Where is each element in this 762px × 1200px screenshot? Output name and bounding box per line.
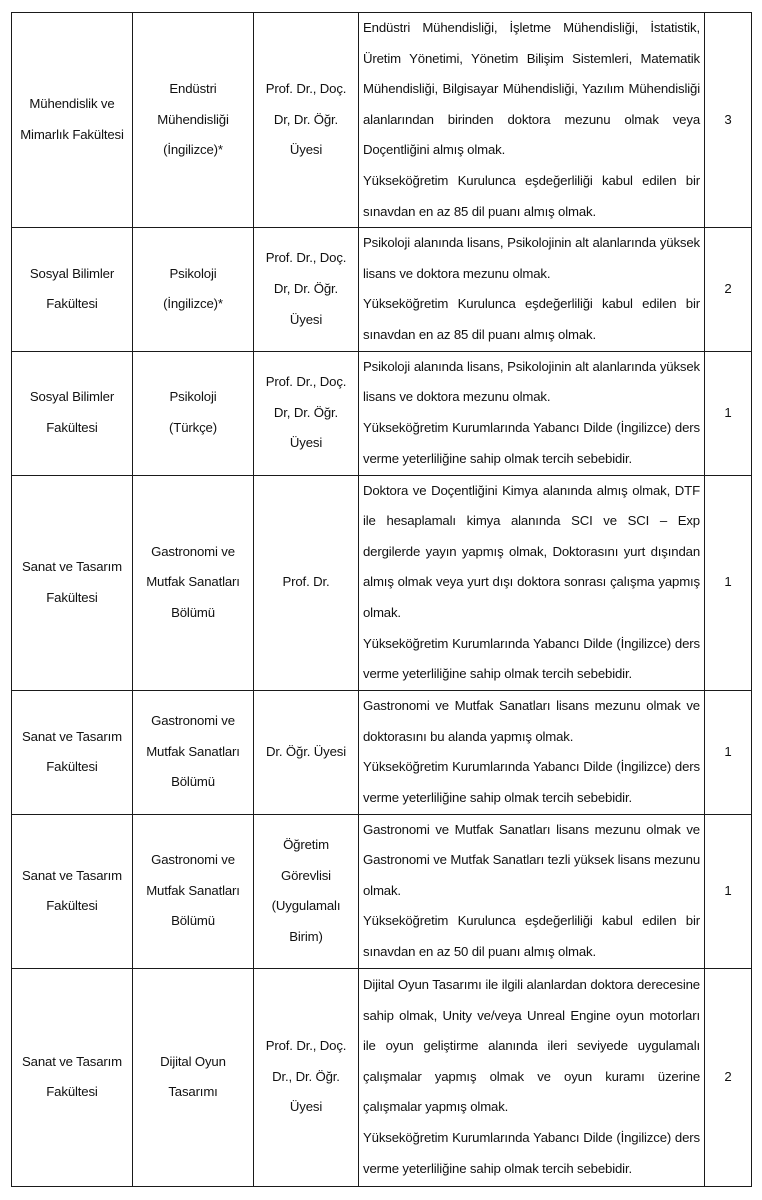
faculty-cell <box>12 351 133 475</box>
requirement-text: Gastronomi ve Mutfak Sanatları lisans mezunu olmak ve doktorasını bu alanda yapmış olmak. <box>363 698 700 744</box>
faculty-line: Sanat ve Tasarım <box>22 728 122 744</box>
requirement-text: Yükseköğretim Kurumlarında Yabancı Dilde (İngilizce) ders verme yeterliliğine sahip olmak tercih sebebidir. <box>363 1130 700 1176</box>
requirement-text: Psikoloji alanında lisans, Psikolojinin alt alanlarında yüksek lisans ve doktora mezunu olmak. <box>363 235 700 281</box>
department-line: Tasarımı <box>168 1084 218 1100</box>
requirements-cell <box>359 475 705 690</box>
title-line: Prof. Dr., Doç. <box>265 81 347 97</box>
table-row <box>12 814 752 968</box>
table-row <box>12 228 752 351</box>
department-line: Bölümü <box>171 774 215 790</box>
department-line: Endüstri <box>169 81 217 97</box>
department-line: (Türkçe) <box>169 420 217 436</box>
department-line: Mutfak Sanatları <box>146 743 240 759</box>
title-line: Dr., Dr. Öğr. <box>272 1068 340 1084</box>
requirement-text: Dijital Oyun Tasarımı ile ilgili alanlardan doktora derecesine sahip olmak, Unity ve/veya Unreal Engine oyun motorları ile oyun geliştirme alanında ileri seviyede uygulamalı çalışmalar yapmış olmak ve oyun kuramı üzerine çalışmalar yapmış olmak. <box>363 977 700 1115</box>
table-row <box>12 475 752 690</box>
faculty-cell <box>12 13 133 228</box>
requirements-cell <box>359 968 705 1186</box>
department-cell <box>133 475 254 690</box>
department-line: Bölümü <box>171 604 215 620</box>
requirement-text: Gastronomi ve Mutfak Sanatları lisans mezunu olmak ve Gastronomi ve Mutfak Sanatları tezli yüksek lisans mezunu olmak. <box>363 821 700 898</box>
title-line: Üyesi <box>289 142 323 158</box>
faculty-cell <box>12 228 133 351</box>
faculty-cell <box>12 968 133 1186</box>
title-line: Prof. Dr., Doç. <box>265 374 347 390</box>
title-cell <box>254 13 359 228</box>
faculty-line: Fakültesi <box>46 759 98 775</box>
title-line: Üyesi <box>289 311 323 327</box>
department-line: Psikoloji <box>169 389 217 405</box>
requirements-cell <box>359 690 705 814</box>
requirement-text: Yükseköğretim Kurulunca eşdeğerliliği kabul edilen bir sınavdan en az 50 dil puanı almış olmak. <box>363 913 700 960</box>
requirement-text: Yükseköğretim Kurumlarında Yabancı Dilde (İngilizce) ders verme yeterliliğine sahip olmak tercih sebebidir. <box>363 635 700 682</box>
position-count: 2 <box>705 228 752 351</box>
faculty-line: Fakültesi <box>46 898 98 914</box>
table-row <box>12 690 752 814</box>
faculty-cell <box>12 814 133 968</box>
title-cell <box>254 228 359 351</box>
department-cell <box>133 814 254 968</box>
department-line: (İngilizce)* <box>163 296 223 312</box>
position-count: 3 <box>705 13 752 228</box>
department-line: Gastronomi ve <box>151 852 235 868</box>
title-line: Öğretim <box>283 837 329 852</box>
title-cell <box>254 968 359 1186</box>
title-line: Dr, Dr. Öğr. <box>273 404 339 420</box>
requirements-cell <box>359 13 705 228</box>
department-line: Dijital Oyun <box>160 1053 226 1069</box>
title-line: Üyesi <box>289 435 323 451</box>
faculty-line: Mühendislik ve <box>29 96 115 112</box>
department-cell <box>133 968 254 1186</box>
title-cell <box>254 351 359 475</box>
requirement-text: Yükseköğretim Kurumlarında Yabancı Dilde (İngilizce) ders verme yeterliliğine sahip olmak tercih sebebidir. <box>363 420 700 466</box>
position-count: 1 <box>705 475 752 690</box>
requirement-text: Doktora ve Doçentliğini Kimya alanında almış olmak, DTF ile hesaplamalı kimya alanında SCI ve SCI – Exp dergilerde yayın yapmış olmak, Doktorasını yurt dışından almış olmak veya yurt dışı doktora sonrası çalışma yapmış olmak. <box>363 482 700 620</box>
faculty-line: Fakültesi <box>46 296 98 312</box>
faculty-line: Sanat ve Tasarım <box>22 1053 122 1069</box>
title-line: Dr, Dr. Öğr. <box>273 111 339 127</box>
department-line: Gastronomi ve <box>151 543 235 559</box>
department-line: Bölümü <box>171 913 215 929</box>
table-row <box>12 968 752 1186</box>
position-count: 1 <box>705 351 752 475</box>
department-cell <box>133 351 254 475</box>
faculty-line: Fakültesi <box>46 1084 98 1100</box>
faculty-line: Fakültesi <box>46 420 98 436</box>
title-line: (Uygulamalı <box>271 898 341 914</box>
requirement-text: Psikoloji alanında lisans, Psikolojinin alt alanlarında yüksek lisans ve doktora mezunu olmak. <box>363 358 700 405</box>
title-cell <box>254 690 359 814</box>
table-row <box>12 13 752 228</box>
faculty-line: Sosyal Bilimler <box>29 389 115 405</box>
department-cell <box>133 13 254 228</box>
positions-table <box>11 12 752 1187</box>
requirement-text: Yükseköğretim Kurumlarında Yabancı Dilde (İngilizce) ders verme yeterliliğine sahip olmak tercih sebebidir. <box>363 759 700 805</box>
requirements-cell <box>359 351 705 475</box>
title-cell <box>254 814 359 968</box>
positions-table-body <box>12 13 752 1187</box>
position-count: 1 <box>705 814 752 968</box>
requirement-text: Yükseköğretim Kurulunca eşdeğerliliği kabul edilen bir sınavdan en az 85 dil puanı almış olmak. <box>363 172 700 219</box>
department-cell <box>133 228 254 351</box>
position-count: 1 <box>705 690 752 814</box>
faculty-line: Sanat ve Tasarım <box>22 867 122 883</box>
department-line: Mutfak Sanatları <box>146 882 240 898</box>
requirement-text: Yükseköğretim Kurulunca eşdeğerliliği kabul edilen bir sınavdan en az 85 dil puanı almış olmak. <box>363 296 700 342</box>
department-cell <box>133 690 254 814</box>
faculty-cell <box>12 690 133 814</box>
title-line: Dr, Dr. Öğr. <box>273 281 339 297</box>
position-count: 2 <box>705 968 752 1186</box>
title-line: Üyesi <box>289 1099 323 1115</box>
requirements-cell <box>359 814 705 968</box>
department-line: Mutfak Sanatları <box>146 574 240 590</box>
title-line: Prof. Dr., Doç. <box>265 1038 347 1054</box>
faculty-cell <box>12 475 133 690</box>
faculty-line: Mimarlık Fakültesi <box>20 127 124 143</box>
faculty-line: Sosyal Bilimler <box>29 265 115 281</box>
department-line: Psikoloji <box>169 265 217 281</box>
requirement-text: Endüstri Mühendisliği, İşletme Mühendisliği, İstatistik, Üretim Yönetimi, Yönetim Bilişim Sistemleri, Matematik Mühendisliği, Bilgisayar Mühendisliği, Yazılım Mühendisliği alanlarından birinden doktora mezunu olmak veya Doçentliğini almış olmak. <box>363 20 700 158</box>
title-line: Birim) <box>289 928 323 944</box>
requirements-cell <box>359 228 705 351</box>
title-line: Prof. Dr. <box>282 574 330 590</box>
title-line: Dr. Öğr. Üyesi <box>266 743 346 759</box>
table-row <box>12 351 752 475</box>
title-line: Prof. Dr., Doç. <box>265 250 347 266</box>
title-cell <box>254 475 359 690</box>
department-line: (İngilizce)* <box>163 142 223 158</box>
title-line: Görevlisi <box>281 867 331 883</box>
department-line: Mühendisliği <box>157 111 229 127</box>
faculty-line: Fakültesi <box>46 589 98 605</box>
department-line: Gastronomi ve <box>151 713 235 729</box>
faculty-line: Sanat ve Tasarım <box>22 559 122 575</box>
